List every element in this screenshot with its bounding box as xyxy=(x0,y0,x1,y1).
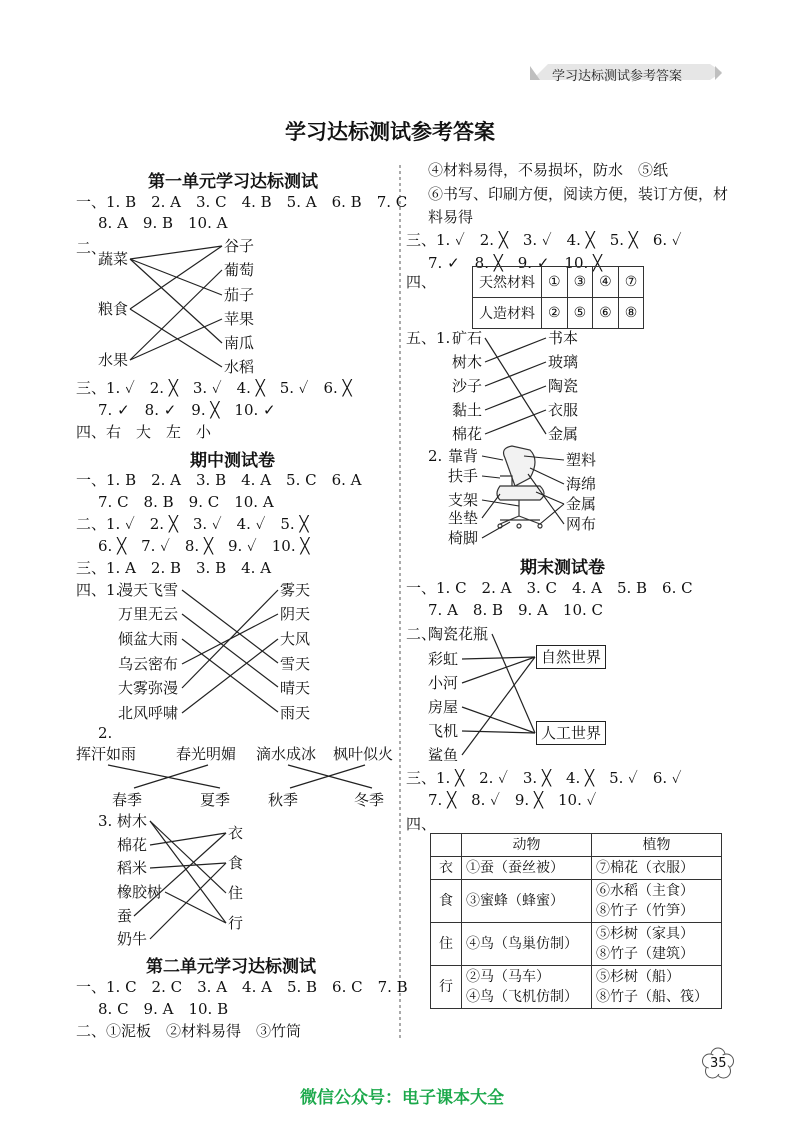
cell-line: ⑧竹子（建筑） xyxy=(596,946,694,962)
product-item: 金属 xyxy=(548,425,579,443)
season-phrase: 枫叶似火 xyxy=(333,745,394,763)
final-q3-line1: 三、1. ╳ 2. ✓ 3. ╳ 4. ╳ 5. ✓ 6. ✓ xyxy=(406,769,682,787)
world-object: 小河 xyxy=(428,674,459,692)
chair-material: 网布 xyxy=(566,515,597,533)
table-header-row xyxy=(431,834,722,857)
cell-line: ②马（马车） xyxy=(466,969,550,985)
cell-line: ⑤杉树（船） xyxy=(596,969,680,985)
midterm-q4-left-item: 倾盆大雨 xyxy=(118,630,179,648)
table-cell: 人造材料 xyxy=(473,298,542,329)
product-item: 陶瓷 xyxy=(548,377,579,395)
need-item: 衣 xyxy=(228,824,244,842)
page-number: 35 xyxy=(710,1056,727,1071)
raw-material-item: 棉花 xyxy=(452,425,483,443)
chair-material: 金属 xyxy=(566,495,597,513)
table-row xyxy=(431,880,722,923)
product-item: 衣服 xyxy=(548,401,579,419)
unit2-q2-cont-line1: ④材料易得，不易损坏，防水 ⑤纸 xyxy=(428,161,669,179)
resource-item: 稻米 xyxy=(117,859,148,877)
cell-line: ①蚕（蚕丝被） xyxy=(466,860,564,876)
resource-item: 树木 xyxy=(117,812,148,830)
chair-material: 海绵 xyxy=(566,475,597,493)
table-cell: ⑧ xyxy=(618,298,644,329)
need-item: 食 xyxy=(228,854,244,872)
table-header-cell: 植物 xyxy=(592,834,722,857)
resource-item: 棉花 xyxy=(117,836,148,854)
unit1-q1-line2: 8. A 9. B 10. A xyxy=(98,214,228,232)
unit2-q2-cont-line2: ⑥书写、印刷方便，阅读方便，装订方便，材 xyxy=(428,185,729,203)
table-cell xyxy=(592,966,722,1009)
unit1-q2-right-item: 茄子 xyxy=(224,286,255,304)
row-label: 行 xyxy=(431,966,462,1009)
product-item: 玻璃 xyxy=(548,353,579,371)
resource-use-table xyxy=(430,833,722,1009)
page-title: 学习达标测试参考答案 xyxy=(285,119,495,144)
table-row xyxy=(431,966,722,1009)
midterm-q4-right-item: 雪天 xyxy=(280,655,311,673)
season-name: 秋季 xyxy=(268,791,299,809)
unit1-q2-left-item: 水果 xyxy=(98,351,129,369)
unit1-q3-line2: 7. ✓ 8. ✓ 9. ╳ 10. ✓ xyxy=(98,401,276,419)
midterm-q1-line1: 一、1. B 2. A 3. B 4. A 5. C 6. A xyxy=(76,471,362,489)
final-q1-line2: 7. A 8. B 9. A 10. C xyxy=(428,601,604,619)
cell-line: ⑧竹子（船、筏） xyxy=(596,989,708,1005)
artificial-world-box: 人工世界 xyxy=(536,721,606,745)
final-q3-line2: 7. ╳ 8. ✓ 9. ╳ 10. ✓ xyxy=(428,791,597,809)
unit1-q2-right-item: 苹果 xyxy=(224,310,255,328)
season-phrase: 春光明媚 xyxy=(176,745,237,763)
table-cell: ② xyxy=(542,298,568,329)
table-cell xyxy=(462,880,592,923)
final-title: 期末测试卷 xyxy=(520,558,605,578)
chair-material: 塑料 xyxy=(566,451,597,469)
cell-line: ④鸟（飞机仿制） xyxy=(466,989,578,1005)
cell-line: ⑧竹子（竹笋） xyxy=(596,903,694,919)
table-row xyxy=(431,923,722,966)
running-title: 学习达标测试参考答案 xyxy=(552,69,683,84)
unit1-q2-label: 二、 xyxy=(76,239,107,257)
season-name: 冬季 xyxy=(354,791,385,809)
world-object: 彩虹 xyxy=(428,650,459,668)
wechat-footer: 微信公众号：电子课本大全 xyxy=(300,1088,504,1108)
midterm-q4-right-item: 雾天 xyxy=(280,581,311,599)
chair-part: 支架 xyxy=(448,491,479,509)
unit1-q2-right-item: 谷子 xyxy=(224,237,255,255)
unit1-title: 第一单元学习达标测试 xyxy=(148,172,318,192)
product-item: 书本 xyxy=(548,329,579,347)
midterm-q2-line2: 6. ╳ 7. ✓ 8. ╳ 9. ✓ 10. ╳ xyxy=(98,537,310,555)
midterm-q2-line1: 二、1. ✓ 2. ╳ 3. ✓ 4. ✓ 5. ╳ xyxy=(76,515,309,533)
cell-line: ⑥水稻（主食） xyxy=(596,883,694,899)
world-object: 鲨鱼 xyxy=(428,746,459,764)
midterm-q4-3-label: 3. xyxy=(98,812,113,830)
chair-part: 坐垫 xyxy=(448,509,479,527)
midterm-q4-right-item: 晴天 xyxy=(280,679,311,697)
unit1-q3-line1: 三、1. ✓ 2. ╳ 3. ✓ 4. ╳ 5. ✓ 6. ╳ xyxy=(76,379,352,397)
final-q1-line1: 一、1. C 2. A 3. C 4. A 5. B 6. C xyxy=(406,579,693,597)
table-cell: ④ xyxy=(593,267,619,298)
world-object: 飞机 xyxy=(428,722,459,740)
raw-material-item: 矿石 xyxy=(452,329,483,347)
unit2-q1-line2: 8. C 9. A 10. B xyxy=(98,1000,229,1018)
final-q2-label: 二、 xyxy=(406,625,437,643)
unit2-q2: 二、①泥板 ②材料易得 ③竹筒 xyxy=(76,1022,302,1040)
chair-part: 扶手 xyxy=(448,467,479,485)
season-name: 夏季 xyxy=(200,791,231,809)
table-header-cell: 动物 xyxy=(462,834,592,857)
midterm-q4-2-label: 2. xyxy=(98,724,113,742)
table-cell: 天然材料 xyxy=(473,267,542,298)
unit1-q2-left-item: 粮食 xyxy=(98,300,129,318)
table-cell xyxy=(592,857,722,880)
cell-line: ⑤杉树（家具） xyxy=(596,926,694,942)
unit2-q2-cont-line3: 料易得 xyxy=(428,208,474,226)
midterm-q3: 三、1. A 2. B 3. B 4. A xyxy=(76,559,272,577)
table-cell: ⑥ xyxy=(593,298,619,329)
chair-part: 椅脚 xyxy=(448,529,479,547)
unit1-q2-left-item: 蔬菜 xyxy=(98,250,129,268)
midterm-q4-left-item: 万里无云 xyxy=(118,605,179,623)
resource-item: 橡胶树 xyxy=(117,883,163,901)
table-header-cell xyxy=(431,834,462,857)
need-item: 行 xyxy=(228,914,244,932)
season-phrase: 挥汗如雨 xyxy=(76,745,137,763)
chair-part: 靠背 xyxy=(448,447,479,465)
unit1-q2-right-item: 水稻 xyxy=(224,358,255,376)
unit1-q2-right-item: 南瓜 xyxy=(224,334,255,352)
midterm-q4-left-item: 北风呼啸 xyxy=(118,704,179,722)
midterm-title: 期中测试卷 xyxy=(190,451,275,471)
table-cell xyxy=(592,880,722,923)
table-cell: ③ xyxy=(567,267,593,298)
raw-material-item: 树木 xyxy=(452,353,483,371)
unit1-q1-line1: 一、1. B 2. A 3. C 4. B 5. A 6. B 7. C xyxy=(76,193,408,211)
table-cell xyxy=(462,857,592,880)
unit2-q4-label: 四、 xyxy=(406,273,437,291)
raw-material-item: 沙子 xyxy=(452,377,483,395)
need-item: 住 xyxy=(228,884,244,902)
midterm-q4-right-item: 雨天 xyxy=(280,704,311,722)
unit2-q1-line1: 一、1. C 2. C 3. A 4. A 5. B 6. C 7. B xyxy=(76,978,408,996)
table-cell: ⑤ xyxy=(567,298,593,329)
cell-line: ③蜜蜂（蜂蜜） xyxy=(466,893,564,909)
midterm-q1-line2: 7. C 8. B 9. C 10. A xyxy=(98,493,274,511)
table-cell: ⑦ xyxy=(618,267,644,298)
midterm-q4-right-item: 阴天 xyxy=(280,605,311,623)
raw-material-item: 黏土 xyxy=(452,401,483,419)
season-phrase: 滴水成冰 xyxy=(256,745,317,763)
world-object: 房屋 xyxy=(428,698,459,716)
midterm-q4-left-item: 漫天飞雪 xyxy=(118,581,179,599)
season-name: 春季 xyxy=(112,791,143,809)
midterm-q4-right-item: 大风 xyxy=(280,630,311,648)
table-cell xyxy=(462,966,592,1009)
table-cell: ① xyxy=(542,267,568,298)
unit2-q5-2-label: 2. xyxy=(428,447,443,465)
table-cell xyxy=(462,923,592,966)
midterm-q4-left-item: 乌云密布 xyxy=(118,655,179,673)
resource-item: 蚕 xyxy=(117,907,133,925)
midterm-q4-left-item: 大雾弥漫 xyxy=(118,679,179,697)
world-object: 陶瓷花瓶 xyxy=(428,625,489,643)
resource-item: 奶牛 xyxy=(117,930,148,948)
unit2-q3-line2: 7. ✓ 8. ╳ 9. ✓ 10. ╳ xyxy=(428,254,603,272)
final-q4-label: 四、 xyxy=(406,815,437,833)
unit2-q5-label: 五、1. xyxy=(406,329,451,347)
row-label: 衣 xyxy=(431,857,462,880)
natural-world-box: 自然世界 xyxy=(536,645,606,669)
cell-line: ⑦棉花（衣服） xyxy=(596,860,694,876)
unit1-q4: 四、右 大 左 小 xyxy=(76,423,212,441)
midterm-q4-label: 四、1. xyxy=(76,581,121,599)
unit2-q3-line1: 三、1. ✓ 2. ╳ 3. ✓ 4. ╳ 5. ╳ 6. ✓ xyxy=(406,231,682,249)
table-cell xyxy=(592,923,722,966)
row-label: 住 xyxy=(431,923,462,966)
unit2-title: 第二单元学习达标测试 xyxy=(146,957,316,977)
unit1-q2-right-item: 葡萄 xyxy=(224,261,255,279)
row-label: 食 xyxy=(431,880,462,923)
cell-line: ④鸟（鸟巢仿制） xyxy=(466,936,578,952)
table-row xyxy=(431,857,722,880)
